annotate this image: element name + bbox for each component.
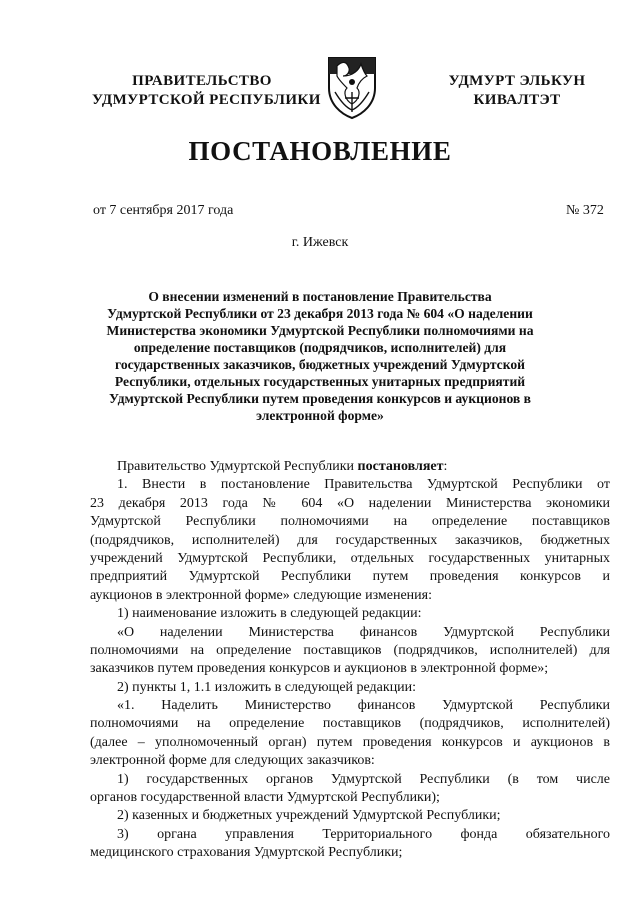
header-left-line2: УДМУРТСКОЙ РЕСПУБЛИКИ: [92, 92, 321, 108]
subject-line: Республики, отдельных государственных унитарных предприятий: [114, 374, 526, 389]
body-line: 1) наименование изложить в следующей редакции:: [117, 606, 422, 622]
body-line: (подрядчиков, исполнителей) для государственных заказчиков, бюджетных: [90, 532, 610, 548]
header-government-udm: [432, 72, 602, 110]
header-left-line1: ПРАВИТЕЛЬСТВО: [132, 73, 272, 89]
subject-line: Удмуртской Республики путем проведения конкурсов и аукционов в: [108, 391, 531, 406]
body-line: аукционов в электронной форме» следующие изменения:: [90, 587, 432, 603]
body-line: органов государственной власти Удмуртской Республики);: [90, 790, 440, 806]
subject-line: Удмуртской Республики от 23 декабря 2013 года № 604 «О наделении: [107, 306, 533, 321]
document-body: [90, 458, 610, 863]
document-city: г. Ижевск: [291, 235, 349, 250]
subject-line: Министерства экономики Удмуртской Республики полномочиями на: [106, 323, 534, 338]
body-line: 2) казенных и бюджетных учреждений Удмуртской Республики;: [117, 808, 501, 824]
intro-line: [90, 458, 610, 476]
subject-line: определение поставщиков (подрядчиков, исполнителей) для: [133, 340, 507, 355]
intro-suffix: :: [443, 459, 448, 474]
body-line: Удмуртской Республики полномочиями на определение поставщиков: [90, 514, 610, 530]
body-line: 1) государственных органов Удмуртской Республики (в том числе: [117, 771, 610, 787]
coat-of-arms-emblem: [323, 52, 381, 120]
body-line: электронной форме для следующих заказчиков:: [90, 753, 375, 769]
document-date: от 7 сентября 2017 года: [93, 203, 234, 218]
body-line: 1. Внести в постановление Правительства Удмуртской Республики от: [117, 477, 610, 493]
subject-line: государственных заказчиков, бюджетных учреждений Удмуртской: [114, 357, 525, 372]
intro-verb: постановляет: [357, 459, 444, 474]
subject-line: электронной форме»: [256, 408, 384, 423]
header-right-line2: КИВАЛТЭТ: [473, 92, 561, 108]
header-right-line1: УДМУРТ ЭЛЬКУН: [448, 73, 586, 89]
body-line: полномочиями на определение поставщиков (подрядчиков, исполнителей): [90, 716, 610, 732]
document-subject: [95, 288, 545, 424]
body-line: 3) органа управления Территориального фонда обязательного: [117, 826, 610, 842]
body-line: полномочиями на определение поставщиков (подрядчиков, исполнителей) для: [90, 642, 610, 658]
document-type-title: ПОСТАНОВЛЕНИЕ: [188, 136, 452, 166]
subject-line: О внесении изменений в постановление Правительства: [148, 289, 492, 304]
body-line: 23 декабря 2013 года № 604 «О наделении Министерства экономики: [90, 495, 610, 511]
body-line: «О наделении Министерства финансов Удмуртской Республики: [117, 624, 610, 640]
body-line: учреждений Удмуртской Республики, отдельных государственных унитарных: [90, 550, 610, 566]
intro-prefix: Правительство Удмуртской Республики: [117, 459, 358, 474]
header-government-ru: [92, 72, 321, 110]
document-number: № 372: [566, 203, 604, 218]
body-line: заказчиков путем проведения конкурсов и аукционов в электронной форме»;: [90, 661, 549, 677]
body-line: «1. Наделить Министерство финансов Удмуртской Республики: [117, 698, 610, 714]
body-line: (далее – уполномоченный орган) путем проведения конкурсов и аукционов в: [90, 734, 610, 750]
body-line: 2) пункты 1, 1.1 изложить в следующей редакции:: [117, 679, 417, 695]
body-line: предприятий Удмуртской Республики путем проведения конкурсов и: [90, 569, 610, 585]
body-line: медицинского страхования Удмуртской Республики;: [90, 845, 403, 861]
